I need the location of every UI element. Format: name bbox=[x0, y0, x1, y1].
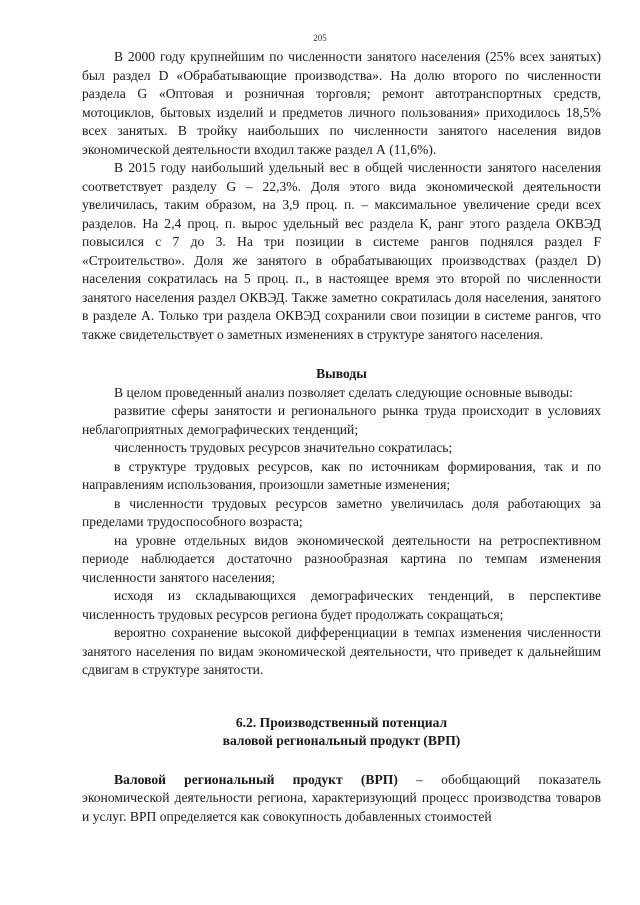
paragraph: В 2000 году крупнейшим по численности занятого населения (25% всех занятых) был раздел D «Обрабатывающие производства». На долю второго по численности раздела G «Оптовая и розничная торговля; ремонт автотранспортных средств, мотоциклов, бытовых изделий и предметов личного пользования» приходилось 18,5% всех занятых. В тройку наибольших по численности занятого населения видов экономической деятельности входил также раздел А (11,6%). bbox=[82, 49, 601, 157]
conclusion-item: В целом проведенный анализ позволяет сделать следующие основные выводы: bbox=[114, 384, 573, 400]
definition-text: – обобщающий показатель экономической деятельности региона, характеризующий процесс производства товаров и услуг. ВРП определяется как совокупность добавленных стоимостей bbox=[82, 771, 601, 824]
section-title-line: 6.2. Производственный потенциал bbox=[235, 714, 448, 730]
conclusion-item: исходя из складывающихся демографических тенденций, в перспективе численность трудовых ресурсов региона будет продолжать сокращаться; bbox=[82, 588, 601, 622]
conclusion-item: численность трудовых ресурсов значительно сократилась; bbox=[114, 440, 453, 455]
page-number: 205 bbox=[313, 33, 327, 43]
defined-term: Валовой региональный продукт (ВРП) bbox=[114, 771, 398, 787]
page-content bbox=[82, 48, 601, 826]
conclusion-item: развитие сферы занятости и регионального рынка труда происходит в условиях неблагоприятных демографических тенденций; bbox=[82, 403, 601, 437]
definition-paragraph bbox=[82, 771, 601, 827]
conclusion-item: вероятно сохранение высокой дифференциации в темпах изменения численности занятого населения по видам экономической деятельности, что приведет к дальнейшим сдвигам в структуре занятости. bbox=[82, 625, 601, 677]
conclusions-heading: Выводы bbox=[316, 366, 367, 381]
section-title bbox=[82, 714, 601, 751]
paragraph: В 2015 году наибольший удельный вес в общей численности занятого населения соответствует разделу G – 22,3%. Доля этого вида экономической деятельности увеличилась, таким образом, на 3,9 проц. п. – максимальное увеличение среди всех разделов. На 2,4 проц. п. вырос удельный вес раздела К, ранг этого раздела ОКВЭД повысился с 7 до 3. На три позиции в системе рангов поднялся раздел F «Строительство». Доля же занятого в обрабатывающих производствах (раздел D) населения сократилась на 5 проц. п., в настоящее время это второй по численности занятого населения раздел ОКВЭД. Также заметно сократилась доля населения, занятого в разделе А. Только три раздела ОКВЭД сохранили свои позиции в системе рангов, что также свидетельствует о заметных изменениях в структуре занятого населения. bbox=[82, 160, 601, 342]
conclusion-item: в численности трудовых ресурсов заметно увеличилась доля работающих за пределами трудоспособного возраста; bbox=[82, 495, 601, 529]
conclusion-item: на уровне отдельных видов экономической деятельности на ретроспективном периоде наблюдается достаточно разнообразная картина по темпам изменения численности занятого населения; bbox=[82, 532, 601, 585]
section-title-line: валовой региональный продукт (ВРП) bbox=[222, 733, 461, 748]
conclusion-item: в структуре трудовых ресурсов, как по источникам формирования, так и по направлениям использования, произошли заметные изменения; bbox=[82, 458, 601, 492]
